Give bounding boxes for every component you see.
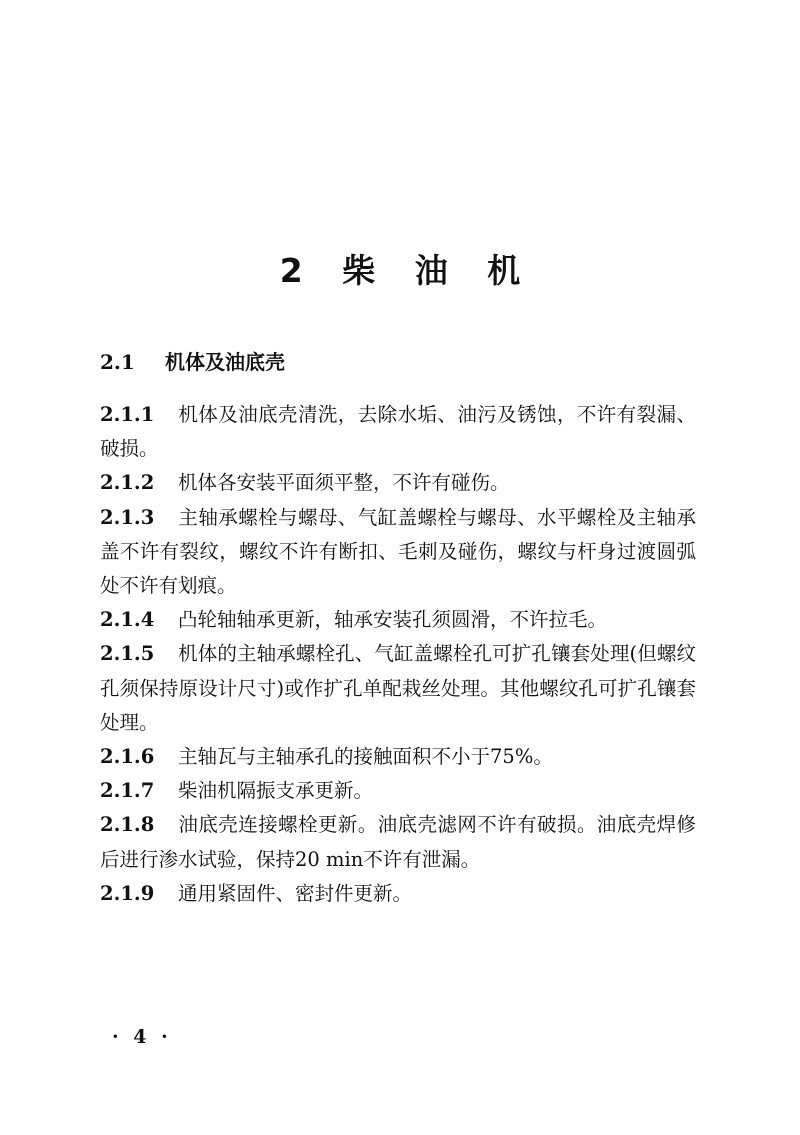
clause-number: 2.1.5	[100, 642, 155, 666]
page-number: · 4 ·	[112, 1026, 172, 1048]
clause-text: 主轴承螺栓与螺母、气缸盖螺栓与螺母、水平螺栓及主轴承盖不许有裂纹，螺纹不许有断扣、毛刺及碰伤，螺纹与杆身过渡圆弧处不许有划痕。	[100, 505, 696, 598]
clause-number: 2.1.8	[100, 813, 155, 837]
clause-text: 主轴瓦与主轴承孔的接触面积不小于75%。	[178, 745, 553, 769]
clause-number: 2.1.6	[100, 745, 155, 769]
clause	[100, 808, 696, 876]
clause-text: 凸轮轴轴承更新，轴承安装孔须圆滑，不许拉毛。	[178, 608, 608, 632]
clause-text: 通用紧固件、密封件更新。	[178, 881, 413, 905]
clause-number: 2.1.4	[100, 608, 155, 632]
clause	[100, 637, 696, 740]
clause-text: 机体各安装平面须平整，不许有碰伤。	[178, 471, 510, 495]
clause	[100, 740, 696, 774]
clause-number: 2.1.3	[100, 505, 155, 529]
section-number: 2.1	[100, 350, 135, 374]
chapter-title-char: 柴	[342, 251, 376, 290]
clause	[100, 466, 696, 500]
clause	[100, 877, 696, 911]
section-heading	[100, 346, 285, 378]
clause-text: 机体的主轴承螺栓孔、气缸盖螺栓孔可扩孔镶套处理(但螺纹孔须保持原设计尺寸)或作扩孔单配栽丝处理。其他螺纹孔可扩孔镶套处理。	[100, 642, 696, 734]
section-title: 机体及油底壳	[164, 350, 285, 374]
chapter-title	[0, 246, 800, 296]
clause-number: 2.1.9	[100, 881, 155, 905]
clause	[100, 398, 696, 466]
clause-number: 2.1.2	[100, 471, 155, 495]
clause-number: 2.1.1	[100, 403, 155, 426]
clause-text: 油底壳连接螺栓更新。油底壳滤网不许有破损。油底壳焊修后进行渗水试验，保持20 min不许有泄漏。	[100, 813, 696, 871]
clause-text: 机体及油底壳清洗，去除水垢、油污及锈蚀，不许有裂漏、破损。	[100, 403, 696, 461]
clause	[100, 501, 696, 604]
clause-text: 柴油机隔振支承更新。	[178, 779, 374, 803]
clause	[100, 774, 696, 808]
chapter-title-char: 油	[414, 251, 448, 290]
clause-list	[100, 398, 696, 911]
clause-number: 2.1.7	[100, 779, 155, 803]
chapter-number: 2	[279, 251, 303, 290]
chapter-title-char: 机	[487, 251, 521, 290]
clause	[100, 603, 696, 637]
